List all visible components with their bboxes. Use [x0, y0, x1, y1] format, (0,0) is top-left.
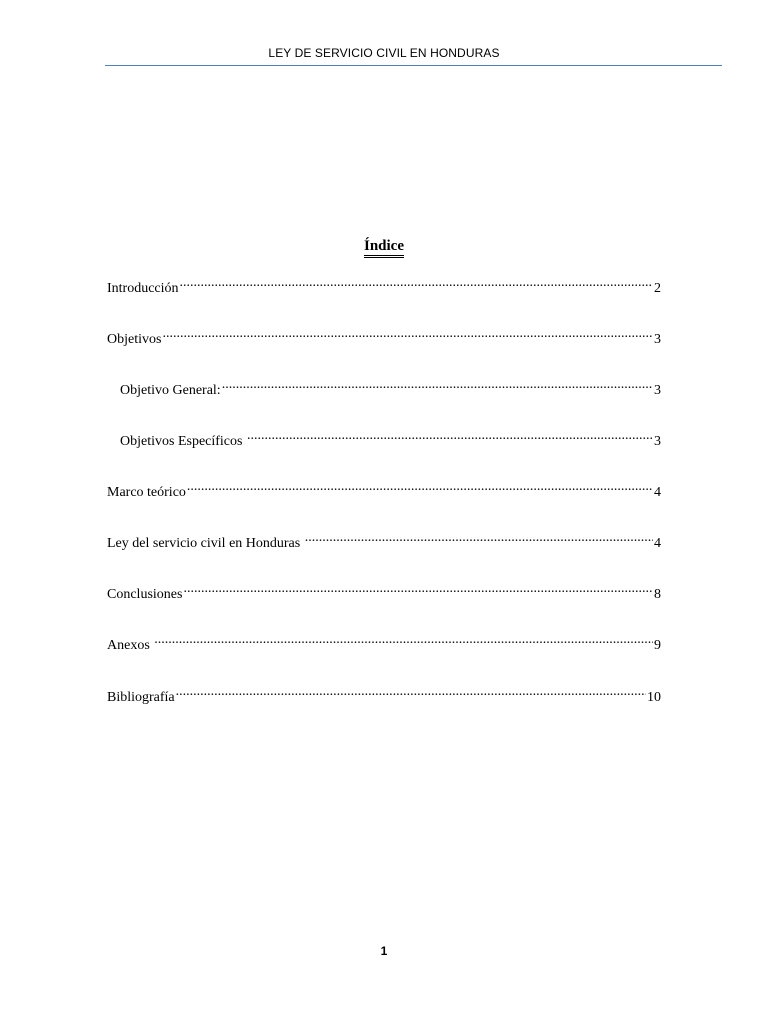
toc-entry-page: 4 [654, 485, 661, 500]
toc-entry-ley-servicio-civil[interactable] [107, 529, 661, 551]
toc-entry-label: Objetivo General: [120, 383, 221, 398]
toc-dot-leader [154, 631, 653, 649]
toc-dot-leader [176, 683, 646, 701]
page-number: 1 [380, 944, 388, 958]
toc-entry-page: 3 [654, 332, 661, 347]
toc-entry-objetivos[interactable] [107, 325, 661, 347]
toc-dot-leader [162, 325, 653, 343]
toc-dot-leader [180, 274, 653, 292]
toc-entry-page: 10 [647, 690, 661, 705]
toc-entry-label: Objetivos [107, 332, 162, 347]
toc-dot-leader [183, 580, 653, 598]
toc-entry-marco-teorico[interactable] [107, 478, 661, 500]
toc-entry-label: Ley del servicio civil en Honduras [107, 536, 304, 551]
toc-entry-label: Objetivos Específicos [120, 434, 246, 449]
toc-entry-label: Bibliografía [107, 690, 175, 705]
toc-entry-objetivos-especificos[interactable] [120, 427, 661, 449]
toc-entry-bibliografia[interactable] [107, 683, 661, 705]
toc-heading [0, 238, 768, 258]
toc-entry-anexos[interactable] [107, 631, 661, 653]
toc-dot-leader [305, 529, 653, 547]
toc-entry-label: Introducción [107, 281, 179, 296]
toc-entry-page: 4 [654, 536, 661, 551]
toc-entry-page: 3 [654, 434, 661, 449]
toc-entry-objetivo-general[interactable] [120, 376, 661, 398]
header-rule [105, 65, 722, 66]
toc-entry-label: Conclusiones [107, 587, 183, 602]
toc-entry-conclusiones[interactable] [107, 580, 661, 602]
toc-entry-page: 9 [654, 638, 661, 653]
toc-entry-page: 3 [654, 383, 661, 398]
header-title: LEY DE SERVICIO CIVIL EN HONDURAS [268, 46, 500, 60]
toc-entry-introduccion[interactable] [107, 274, 661, 296]
toc-entry-page: 2 [654, 281, 661, 296]
toc-dot-leader [187, 478, 653, 496]
toc-heading-text: Índice [364, 238, 404, 258]
toc-dot-leader [222, 376, 653, 394]
toc-entry-page: 8 [654, 587, 661, 602]
toc-dot-leader [247, 427, 653, 445]
toc-entry-label: Marco teórico [107, 485, 186, 500]
toc-entry-label: Anexos [107, 638, 154, 653]
